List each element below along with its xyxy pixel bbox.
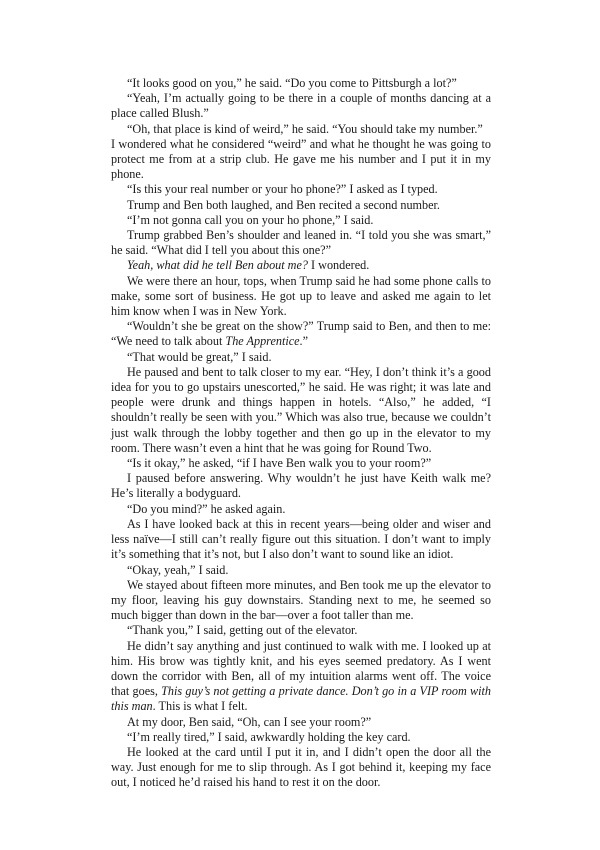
text-run: He didn’t say anything and just continued to walk with me. I looked up at him. His brow was tightly knit, and his eyes seemed predatory. As I went down the corridor with Ben, all of my intuition alarms went off. The voice that goes,: [111, 638, 491, 699]
text-run: “Yeah, I’m actually going to be there in a couple of months dancing at a place called Blush.”: [111, 91, 491, 121]
paragraph: [111, 623, 491, 638]
text-run: “Do you mind?” he asked again.: [127, 501, 286, 516]
paragraph: [111, 258, 491, 273]
text-run: Trump grabbed Ben’s shoulder and leaned in. “I told you she was smart,” he said. “What did I tell you about this one?”: [111, 228, 491, 258]
text-run: He paused and bent to talk closer to my ear. “Hey, I don’t think it’s a good idea for you to go upstairs unescorted,” he said. He was right; it was late and people were drunk and things happen in hotels. “Also,” he added, “I shouldn’t really be seen with you.” Which was also true, because we couldn’t just walk through the lobby together and then go up in the elevator to my room. There wasn’t even a hint that he was going for Round Two.: [111, 364, 491, 455]
paragraph: [111, 715, 491, 730]
paragraph: [111, 137, 491, 183]
text-run: We stayed about fifteen more minutes, and Ben took me up the elevator to my floor, leaving his guy downstairs. Standing next to me, he seemed so much bigger than down in the bar—over a foot taller than me.: [111, 577, 491, 623]
text-run: Trump and Ben both laughed, and Ben recited a second number.: [127, 197, 440, 212]
paragraph: [111, 730, 491, 745]
paragraph: [111, 745, 491, 791]
paragraph: [111, 456, 491, 471]
text-run: “Is it okay,” he asked, “if I have Ben walk you to your room?”: [127, 456, 432, 471]
text-run: “I’m really tired,” I said, awkwardly holding the key card.: [127, 729, 411, 744]
text-run: .”: [299, 334, 309, 349]
paragraph: [111, 365, 491, 456]
text-run: . This is what I felt.: [152, 699, 248, 714]
paragraph: [111, 198, 491, 213]
text-run: “Thank you,” I said, getting out of the elevator.: [127, 623, 358, 638]
paragraph: [111, 563, 491, 578]
paragraph: [111, 122, 491, 137]
text-run: “Is this your real number or your ho phone?” I asked as I typed.: [127, 182, 438, 197]
paragraph: [111, 182, 491, 197]
text-run: “Oh, that place is kind of weird,” he said. “You should take my number.”: [127, 121, 483, 136]
paragraph: [111, 274, 491, 320]
text-run: I wondered what he considered “weird” and what he thought he was going to protect me from at a strip club. He gave me his number and I put it in my phone.: [111, 136, 491, 182]
text-run: I wondered.: [308, 258, 370, 273]
text-run: As I have looked back at this in recent years—being older and wiser and less naïve—I still can’t really figure out this situation. I don’t want to imply it’s something that it’s not, but I also don’t want to sound like an idiot.: [111, 516, 491, 562]
paragraph: [111, 502, 491, 517]
text-run: “Okay, yeah,” I said.: [127, 562, 229, 577]
paragraph: [111, 639, 491, 715]
italic-text: Yeah, what did he tell Ben about me?: [127, 258, 308, 273]
paragraph: [111, 76, 491, 91]
paragraph: [111, 471, 491, 501]
text-run: He looked at the card until I put it in, and I didn’t open the door all the way. Just enough for me to slip through. As I got behind it, keeping my face out, I noticed he’d raised his hand to rest it on the door.: [111, 744, 491, 790]
text-run: “It looks good on you,” he said. “Do you come to Pittsburgh a lot?”: [127, 76, 457, 90]
paragraph: [111, 91, 491, 121]
text-run: At my door, Ben said, “Oh, can I see your room?”: [127, 714, 372, 729]
paragraph: [111, 319, 491, 349]
text-run: “I’m not gonna call you on your ho phone,” I said.: [127, 212, 374, 227]
book-page-text: [111, 76, 491, 791]
italic-text: This guy’s not getting a private dance. Don’t go in a VIP room with this man: [111, 684, 491, 714]
paragraph: [111, 517, 491, 563]
text-run: I paused before answering. Why wouldn’t he just have Keith walk me? He’s literally a bodyguard.: [111, 471, 491, 501]
text-run: We were there an hour, tops, when Trump said he had some phone calls to make, some sort of business. He got up to leave and asked me again to let him know when I was in New York.: [111, 273, 491, 319]
paragraph: [111, 578, 491, 624]
paragraph: [111, 228, 491, 258]
italic-text: The Apprentice: [225, 334, 300, 349]
paragraph: [111, 213, 491, 228]
text-run: “Wouldn’t she be great on the show?” Trump said to Ben, and then to me: “We need to talk about: [111, 319, 491, 349]
text-run: “That would be great,” I said.: [127, 349, 272, 364]
paragraph: [111, 350, 491, 365]
